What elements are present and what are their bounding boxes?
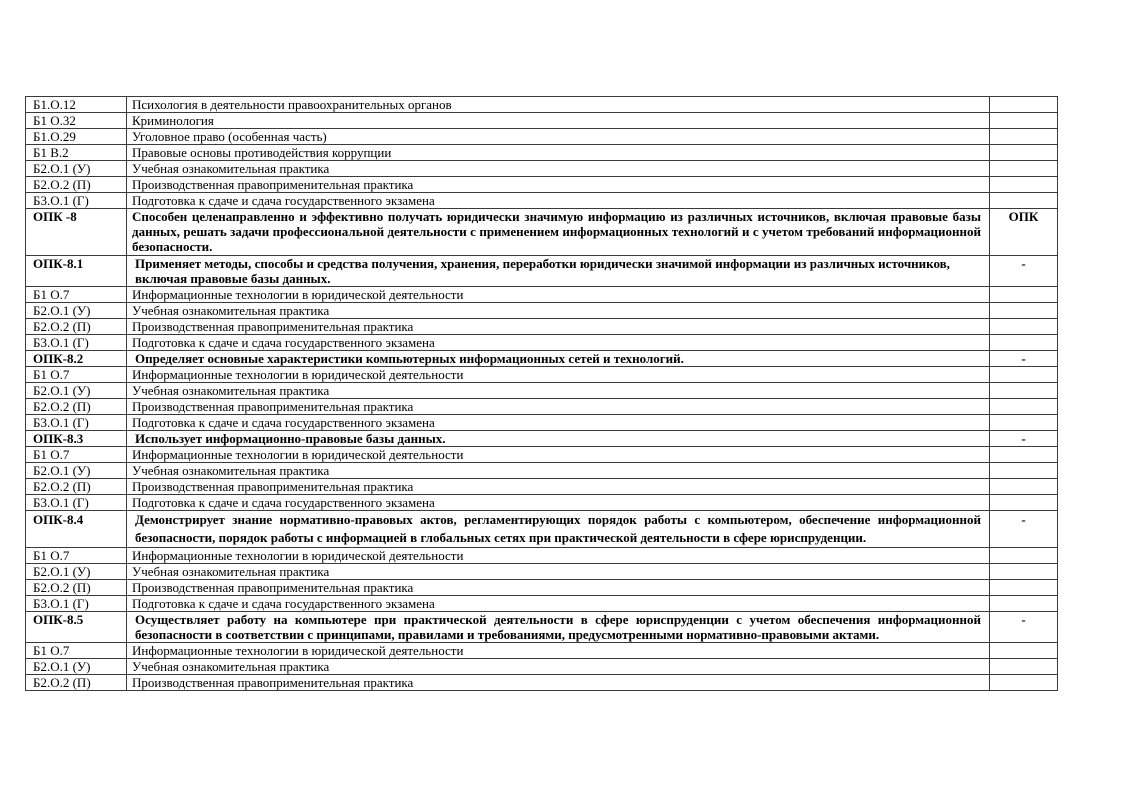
table-row xyxy=(26,383,1058,399)
name-cell: Учебная ознакомительная практика xyxy=(127,463,990,479)
code-cell: ОПК-8.4 xyxy=(26,511,127,548)
mark-cell: - xyxy=(990,256,1058,287)
name-cell: Определяет основные характеристики компьютерных информационных сетей и технологий. xyxy=(127,351,990,367)
table-body xyxy=(26,97,1058,691)
table-row xyxy=(26,145,1058,161)
name-cell: Информационные технологии в юридической деятельности xyxy=(127,367,990,383)
table-row xyxy=(26,643,1058,659)
name-cell: Подготовка к сдаче и сдача государственного экзамена xyxy=(127,495,990,511)
mark-cell xyxy=(990,193,1058,209)
table-row xyxy=(26,415,1058,431)
mark-cell xyxy=(990,415,1058,431)
code-cell: Б2.О.2 (П) xyxy=(26,399,127,415)
table-row xyxy=(26,580,1058,596)
name-cell: Психология в деятельности правоохранительных органов xyxy=(127,97,990,113)
name-cell: Подготовка к сдаче и сдача государственного экзамена xyxy=(127,596,990,612)
mark-cell xyxy=(990,319,1058,335)
name-cell: Производственная правоприменительная практика xyxy=(127,580,990,596)
code-cell: Б2.О.2 (П) xyxy=(26,675,127,691)
name-cell: Осуществляет работу на компьютере при практической деятельности в сфере юриспруденции с учетом обеспечения информационной безопасности в соответствии с принципами, правилами и требованиями, предусмотренными нормативно-правовыми актами. xyxy=(127,612,990,643)
indicator-row xyxy=(26,431,1058,447)
mark-cell xyxy=(990,113,1058,129)
table-row xyxy=(26,129,1058,145)
name-cell: Информационные технологии в юридической деятельности xyxy=(127,548,990,564)
table-row xyxy=(26,596,1058,612)
indicator-row xyxy=(26,256,1058,287)
table-row xyxy=(26,193,1058,209)
name-cell: Способен целенаправленно и эффективно получать юридически значимую информацию из различных источников, включая правовые базы данных, решать задачи профессиональной деятельности с применением информационных технологий и с учетом требований информационной безопасности. xyxy=(127,209,990,256)
name-cell: Подготовка к сдаче и сдача государственного экзамена xyxy=(127,335,990,351)
code-cell: Б2.О.1 (У) xyxy=(26,161,127,177)
table-row xyxy=(26,113,1058,129)
name-cell: Правовые основы противодействия коррупции xyxy=(127,145,990,161)
code-cell: ОПК-8.3 xyxy=(26,431,127,447)
name-cell: Информационные технологии в юридической деятельности xyxy=(127,447,990,463)
name-cell: Применяет методы, способы и средства получения, хранения, переработки юридически значимой информации из различных источников, включая правовые базы данных. xyxy=(127,256,990,287)
code-cell: Б1 О.7 xyxy=(26,643,127,659)
code-cell: ОПК-8.5 xyxy=(26,612,127,643)
code-cell: Б2.О.1 (У) xyxy=(26,659,127,675)
mark-cell xyxy=(990,548,1058,564)
table-row xyxy=(26,548,1058,564)
code-cell: Б2.О.2 (П) xyxy=(26,319,127,335)
code-cell: Б1.О.12 xyxy=(26,97,127,113)
indicator-row xyxy=(26,351,1058,367)
mark-cell xyxy=(990,596,1058,612)
name-cell: Подготовка к сдаче и сдача государственного экзамена xyxy=(127,415,990,431)
mark-cell xyxy=(990,97,1058,113)
mark-cell: - xyxy=(990,351,1058,367)
table-row xyxy=(26,479,1058,495)
code-cell: Б2.О.1 (У) xyxy=(26,383,127,399)
mark-cell xyxy=(990,383,1058,399)
mark-cell xyxy=(990,564,1058,580)
table-row xyxy=(26,177,1058,193)
table-row xyxy=(26,399,1058,415)
name-cell: Информационные технологии в юридической деятельности xyxy=(127,287,990,303)
code-cell: Б3.О.1 (Г) xyxy=(26,415,127,431)
mark-cell xyxy=(990,367,1058,383)
mark-cell: - xyxy=(990,612,1058,643)
code-cell: Б1 О.7 xyxy=(26,548,127,564)
mark-cell xyxy=(990,335,1058,351)
table-row xyxy=(26,447,1058,463)
mark-cell xyxy=(990,580,1058,596)
table-row xyxy=(26,367,1058,383)
mark-cell xyxy=(990,479,1058,495)
name-cell: Демонстрирует знание нормативно-правовых актов, регламентирующих порядок работы с компьютером, обеспечение информационной безопасности, порядок работы с информацией в глобальных сетях при практической деятельности в сфере юриспруденции. xyxy=(127,511,990,548)
name-cell: Учебная ознакомительная практика xyxy=(127,161,990,177)
table-row xyxy=(26,659,1058,675)
name-cell: Производственная правоприменительная практика xyxy=(127,399,990,415)
mark-cell xyxy=(990,643,1058,659)
mark-cell xyxy=(990,287,1058,303)
mark-cell xyxy=(990,129,1058,145)
mark-cell xyxy=(990,463,1058,479)
mark-cell xyxy=(990,659,1058,675)
name-cell: Учебная ознакомительная практика xyxy=(127,383,990,399)
code-cell: ОПК -8 xyxy=(26,209,127,256)
indicator-row xyxy=(26,511,1058,548)
code-cell: Б3.О.1 (Г) xyxy=(26,596,127,612)
name-cell: Производственная правоприменительная практика xyxy=(127,675,990,691)
mark-cell xyxy=(990,399,1058,415)
mark-cell xyxy=(990,495,1058,511)
name-cell: Информационные технологии в юридической деятельности xyxy=(127,643,990,659)
mark-cell xyxy=(990,675,1058,691)
table-row xyxy=(26,319,1058,335)
table-row xyxy=(26,303,1058,319)
code-cell: Б1 О.7 xyxy=(26,367,127,383)
name-cell: Учебная ознакомительная практика xyxy=(127,564,990,580)
table-row xyxy=(26,495,1058,511)
name-cell: Использует информационно-правовые базы данных. xyxy=(127,431,990,447)
table-row xyxy=(26,97,1058,113)
name-cell: Подготовка к сдаче и сдача государственного экзамена xyxy=(127,193,990,209)
indicator-row xyxy=(26,612,1058,643)
mark-cell: ОПК xyxy=(990,209,1058,256)
name-cell: Производственная правоприменительная практика xyxy=(127,319,990,335)
name-cell: Криминология xyxy=(127,113,990,129)
mark-cell xyxy=(990,177,1058,193)
code-cell: Б2.О.1 (У) xyxy=(26,564,127,580)
code-cell: Б2.О.2 (П) xyxy=(26,479,127,495)
name-cell: Уголовное право (особенная часть) xyxy=(127,129,990,145)
competency-table xyxy=(25,96,1058,691)
mark-cell xyxy=(990,303,1058,319)
table-row xyxy=(26,287,1058,303)
code-cell: ОПК-8.1 xyxy=(26,256,127,287)
table-row xyxy=(26,564,1058,580)
code-cell: Б3.О.1 (Г) xyxy=(26,335,127,351)
code-cell: Б2.О.2 (П) xyxy=(26,580,127,596)
code-cell: Б2.О.2 (П) xyxy=(26,177,127,193)
code-cell: Б3.О.1 (Г) xyxy=(26,495,127,511)
name-cell: Производственная правоприменительная практика xyxy=(127,177,990,193)
code-cell: Б1.О.29 xyxy=(26,129,127,145)
mark-cell: - xyxy=(990,431,1058,447)
name-cell: Учебная ознакомительная практика xyxy=(127,659,990,675)
competency-row xyxy=(26,209,1058,256)
mark-cell xyxy=(990,447,1058,463)
code-cell: ОПК-8.2 xyxy=(26,351,127,367)
table-row xyxy=(26,675,1058,691)
code-cell: Б1 О.32 xyxy=(26,113,127,129)
mark-cell xyxy=(990,145,1058,161)
code-cell: Б1 В.2 xyxy=(26,145,127,161)
mark-cell xyxy=(990,161,1058,177)
mark-cell: - xyxy=(990,511,1058,548)
table-row xyxy=(26,463,1058,479)
name-cell: Производственная правоприменительная практика xyxy=(127,479,990,495)
table-row xyxy=(26,335,1058,351)
name-cell: Учебная ознакомительная практика xyxy=(127,303,990,319)
code-cell: Б2.О.1 (У) xyxy=(26,463,127,479)
code-cell: Б1 О.7 xyxy=(26,287,127,303)
table-row xyxy=(26,161,1058,177)
code-cell: Б2.О.1 (У) xyxy=(26,303,127,319)
code-cell: Б3.О.1 (Г) xyxy=(26,193,127,209)
code-cell: Б1 О.7 xyxy=(26,447,127,463)
